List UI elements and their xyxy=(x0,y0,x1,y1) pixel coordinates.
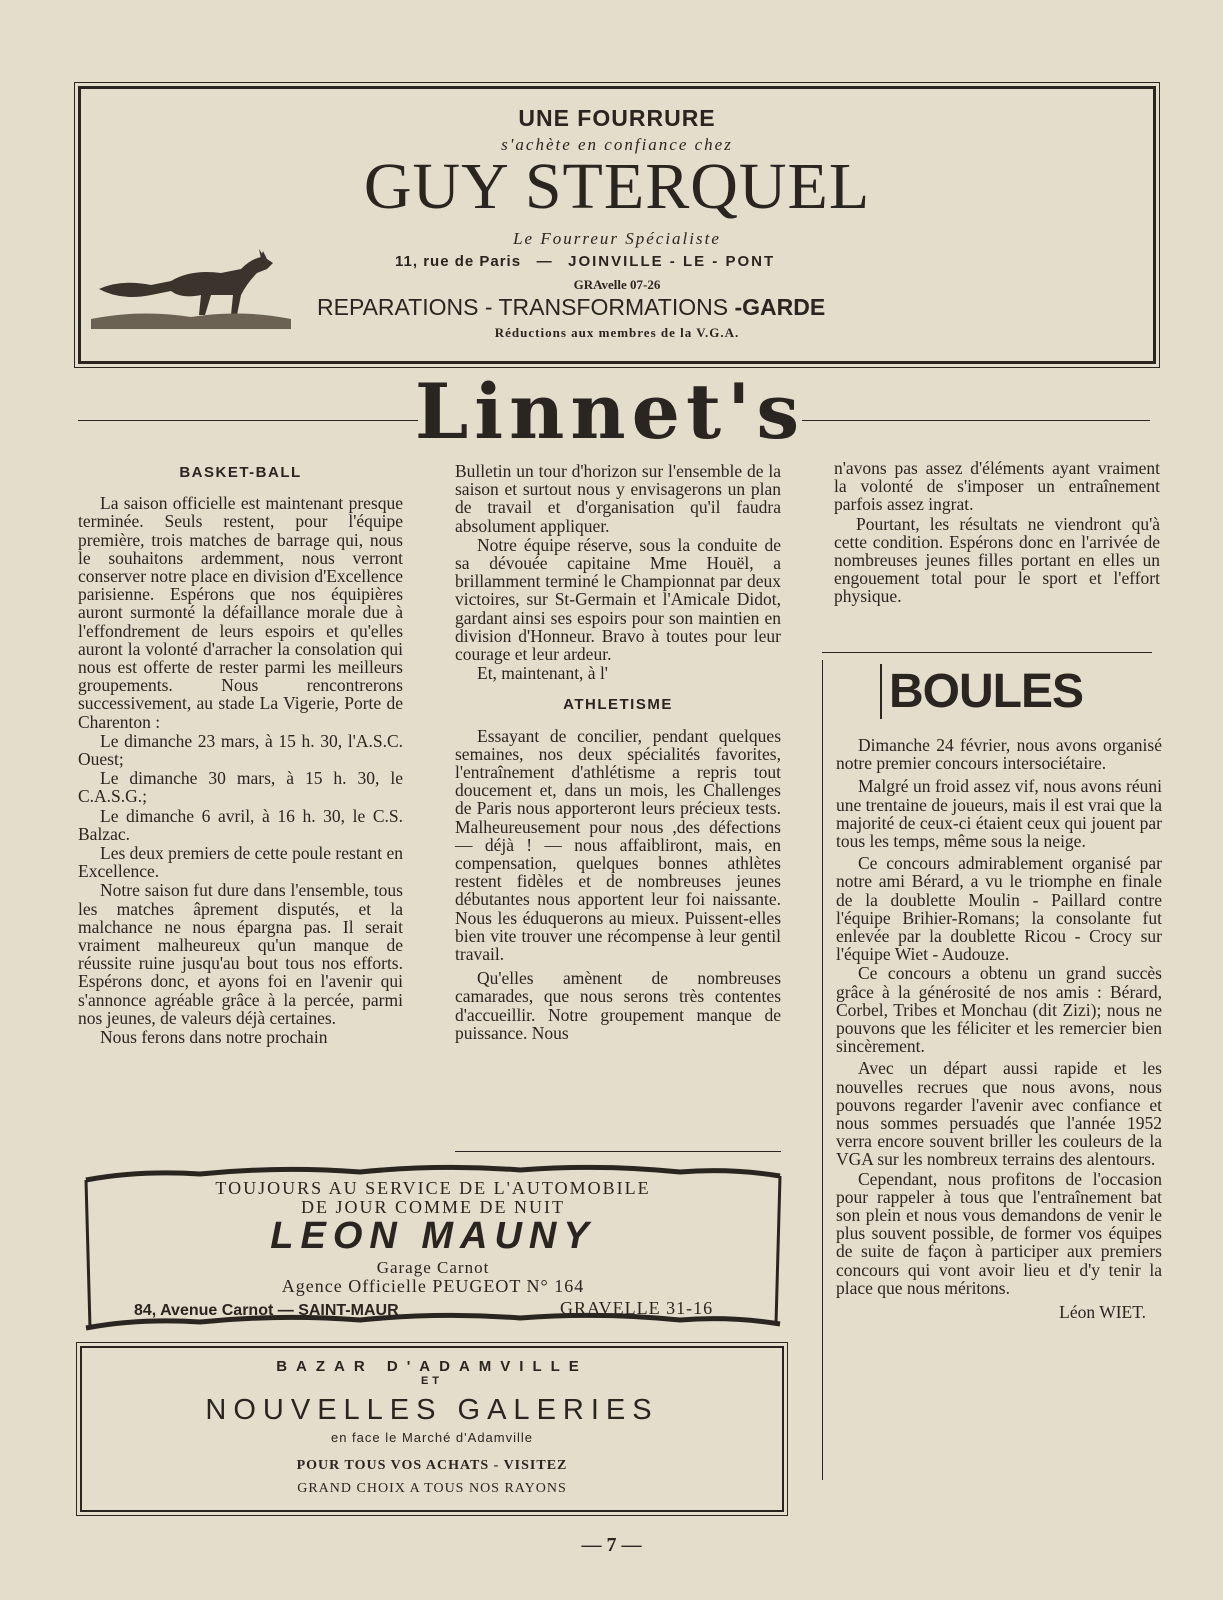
ad-fur-garde: -GARDE xyxy=(734,294,826,320)
paragraph: Malgré un froid assez vif, nous avons réuni une trentaine de joueurs, mais il est vrai que la majorité de ceux-ci étaient ceux qui jouent par tous les temps, même sous la neige. xyxy=(836,776,1162,852)
fur-advertisement xyxy=(78,86,1156,364)
garage-ad-address: 84, Avenue Carnot — SAINT-MAUR xyxy=(134,1302,399,1319)
masthead-rule-right xyxy=(802,420,1150,421)
paragraph: La saison officielle est maintenant presque terminée. Seuls restent, pour l'équipe première, trois matches de barrage qui, nous le souhaitons ardemment, nous verront conserver notre place en division d'Excellence parisienne. Espérons que nos équipières auront surmonté la défaillance morale due à l'effondrement de leurs espoirs et qu'elles auront la volonté d'arracher la consolation qui nous est offerte de rester parmi les meilleurs groupements. Nous rencontrerons successivement, au stade La Vigerie, Porte de Charenton : xyxy=(78,493,403,732)
paragraph: Le dimanche 6 avril, à 16 h. 30, le C.S. Balzac. xyxy=(78,805,403,844)
ad-fur-phone: GRAvelle 07-26 xyxy=(573,277,661,292)
boules-column xyxy=(836,736,1162,1321)
paragraph: Notre saison fut dure dans l'ensemble, tous les matches âprement disputés, et la malchance ne nous épargna pas. Il serait vraiment malheureux qu'un manque de réussite ruine jusqu'au bout tous nos efforts. Espérons donc, et ayons foi en l'avenir qui s'annonce agréable grâce à la percée, parmi nos jeunes, de valeurs déjà certaines. xyxy=(78,880,403,1028)
paragraph: Le dimanche 30 mars, à 15 h. 30, le C.A.S.G.; xyxy=(78,768,403,807)
ad-fur-line1: UNE FOURRURE xyxy=(518,105,716,131)
masthead-title: Linnet's xyxy=(414,367,806,456)
ad-fur-name: GUY STERQUEL xyxy=(363,150,871,223)
middle-column-rule xyxy=(455,1151,781,1152)
bazar-ad-name: NOUVELLES GALERIES xyxy=(205,1394,659,1426)
paragraph: Ce concours a obtenu un grand succès grâce à la générosité de nos amis : Bérard, Corbel, Tribes et Monchau (dit Zizi); nous ne pouvons que les féliciter et les remercier bien sincèrement. xyxy=(836,963,1162,1057)
middle-column xyxy=(455,462,781,1042)
ad-fur-line2: s'achète en confiance chez xyxy=(501,135,733,154)
paragraph: Notre équipe réserve, sous la conduite de sa dévouée capitaine Mme Houël, a brillamment terminé le Championnat par deux victoires, sur St-Germain et l'Amicale Didot, gardant ainsi ses espoirs pour son maintien en division d'Honneur. Bravo à toutes pour leur courage et leur ardeur. xyxy=(455,534,781,665)
bazar-ad-line1: BAZAR D'ADAMVILLE xyxy=(276,1358,588,1375)
paragraph: Les deux premiers de cette poule restant en Excellence. xyxy=(78,843,403,882)
paragraph: Ce concours admirablement organisé par notre ami Bérard, a vu le triomphe en finale de la doublette Moulin - Paillard contre l'équipe Brihier-Romans; la consolante fut enlevée par la doublette Ricou - Crocy sur l'équipe Wiet - Audouze. xyxy=(836,853,1162,965)
bazar-ad-slogan1: POUR TOUS VOS ACHATS - VISITEZ xyxy=(296,1458,568,1473)
page-number: — 7 — xyxy=(581,1534,642,1556)
masthead-rule-left xyxy=(78,420,418,421)
basketball-column xyxy=(78,458,403,1046)
garage-ad-name: LEON MAUNY xyxy=(270,1215,596,1257)
paragraph: Nous ferons dans notre prochain xyxy=(100,1027,328,1048)
paragraph: Avec un départ aussi rapide et les nouvelles recrues que nous avons, nous pouvons regarder l'avenir avec confiance et nous sommes persuadés que l'année 1952 verra encore souvent briller les couleurs de la VGA sur les nombreux terrains des alentours. xyxy=(836,1058,1162,1170)
bazar-ad-line2: ET xyxy=(420,1375,444,1387)
garage-ad-garage: Garage Carnot xyxy=(376,1258,490,1277)
paragraph: Et, maintenant, à l' xyxy=(477,663,608,684)
ad-fur-services xyxy=(317,294,825,321)
ad-fur-discount: Réductions aux membres de la V.G.A. xyxy=(494,325,740,340)
garage-ad-line1: TOUJOURS AU SERVICE DE L'AUTOMOBILE xyxy=(215,1178,651,1198)
boules-heading: BOULES xyxy=(880,664,1086,719)
garage-ad-phone: GRAVELLE 31-16 xyxy=(560,1298,714,1318)
paragraph: n'avons pas assez d'éléments ayant vraiment la volonté de s'imposer un entraînement parfois assez ingrat. xyxy=(834,458,1160,515)
garage-ad-line2: DE JOUR COMME DE NUIT xyxy=(301,1197,565,1217)
bazar-ad-slogan2: GRAND CHOIX A TOUS NOS RAYONS xyxy=(297,1481,567,1496)
boules-rule-left xyxy=(822,660,823,1480)
basketball-heading: BASKET-BALL xyxy=(179,464,302,481)
paragraph: Le dimanche 23 mars, à 15 h. 30, l'A.S.C. Ouest; xyxy=(78,730,403,770)
paragraph: Pourtant, les résultats ne viendront qu'à cette condition. Espérons donc en l'arrivée de nombreuses jeunes filles portant en elles un engouement total pour le sport et l'effort physique. xyxy=(834,513,1160,607)
paragraph: Cependant, nous profitons de l'occasion pour rappeler à tous que l'entraînement bat son plein et nous vous demandons de venir le plus souvent possible, de former vos équipes de suite de façon à participer aux premiers concours qui vont avoir lieu et d'y tenir la place que nous méritons. xyxy=(836,1168,1162,1298)
paragraph: Dimanche 24 février, nous avons organisé notre premier concours intersociétaire. xyxy=(836,735,1162,774)
signature: Léon WIET. xyxy=(1059,1302,1146,1323)
boules-rule-top xyxy=(822,652,1152,653)
paragraph: Qu'elles amènent de nombreuses camarades, que nous serons très contentes d'accueillir. Notre groupement manque de puissance. Nous xyxy=(455,968,781,1043)
ad-fur-dash: — xyxy=(536,253,553,270)
athletisme-heading: ATHLETISME xyxy=(563,696,673,714)
ad-fur-subtitle: Le Fourreur Spécialiste xyxy=(513,229,721,248)
paragraph: Essayant de concilier, pendant quelques semaines, nos deux spécialités favorites, l'entraînement d'athlétisme a repris tout doucement et, dans un mois, les Challenges de Paris nous apporteront leurs précieux tests. Malheureusement pour nous ,des défections — déjà ! — nous affaibliront, mais, en compensation, quelques bonnes athlètes restent fidèles et de nombreuses jeunes débutantes nous apportent leur foi naissante. Nous les éduquerons au mieux. Puissent-elles bien vite trouver une récompense à leur gentil travail. xyxy=(455,725,781,965)
fox-illustration xyxy=(91,229,291,329)
ad-fur-city: JOINVILLE - LE - PONT xyxy=(568,253,776,270)
ad-fur-street: 11, rue de Paris xyxy=(395,253,522,270)
garage-ad-agency: Agence Officielle PEUGEOT N° 164 xyxy=(281,1276,585,1296)
right-column-top xyxy=(834,459,1160,606)
bazar-ad-location: en face le Marché d'Adamville xyxy=(330,1430,533,1445)
paragraph: Bulletin un tour d'horizon sur l'ensemble de la saison et surtout nous y envisagerons un plan de travail et d'organisation qu'il faudra absolument appliquer. xyxy=(455,461,781,536)
ad-fur-address xyxy=(395,253,775,270)
ad-fur-services-text: REPARATIONS - TRANSFORMATIONS xyxy=(317,294,729,320)
